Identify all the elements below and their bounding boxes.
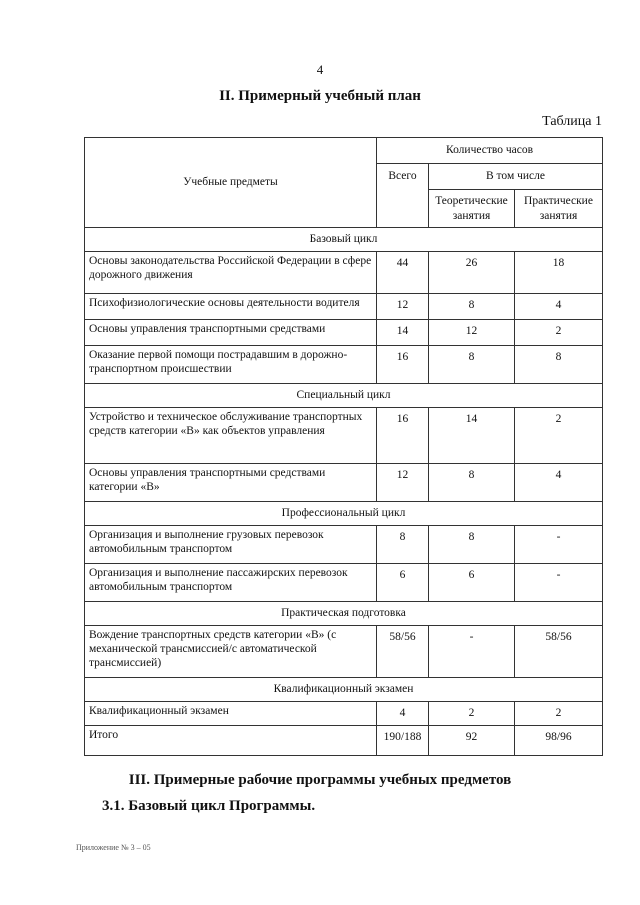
section-row — [85, 228, 603, 252]
total-hours: 12 — [377, 294, 429, 320]
total-hours: 16 — [377, 346, 429, 384]
table-header — [85, 138, 603, 228]
theory-header: Теоретические занятия — [429, 190, 515, 228]
subject-name: Оказание первой помощи пострадавшим в дорожно-транспортном происшествии — [85, 346, 377, 384]
section-row — [85, 502, 603, 526]
practice-header: Практические занятия — [515, 190, 603, 228]
subjects-header: Учебные предметы — [85, 138, 377, 228]
section-title-cell: Базовый цикл — [85, 228, 603, 252]
theory-hours: - — [429, 626, 515, 678]
section-title-cell: Специальный цикл — [85, 384, 603, 408]
total-row — [85, 726, 603, 756]
table-row — [85, 526, 603, 564]
table-body — [85, 228, 603, 756]
curriculum-table — [84, 137, 603, 756]
table-row — [85, 464, 603, 502]
section-title-cell: Практическая подготовка — [85, 602, 603, 626]
practice-hours: 2 — [515, 408, 603, 464]
section-3-title: III. Примерные рабочие программы учебных предметов — [128, 772, 512, 788]
table-row — [85, 320, 603, 346]
grand-practice-hours: 98/96 — [515, 726, 603, 756]
theory-hours: 8 — [429, 294, 515, 320]
total-hours: 14 — [377, 320, 429, 346]
practice-hours: 2 — [515, 702, 603, 726]
practice-hours: 8 — [515, 346, 603, 384]
subject-name: Психофизиологические основы деятельности водителя — [85, 294, 377, 320]
theory-hours: 8 — [429, 464, 515, 502]
total-hours: 8 — [377, 526, 429, 564]
page-number: 4 — [316, 62, 324, 77]
subject-name: Основы управления транспортными средствами — [85, 320, 377, 346]
practice-hours: 4 — [515, 294, 603, 320]
total-hours: 6 — [377, 564, 429, 602]
theory-hours: 14 — [429, 408, 515, 464]
subject-name: Устройство и техническое обслуживание транспортных средств категории «В» как объектов управления — [85, 408, 377, 464]
subject-name: Основы законодательства Российской Федерации в сфере дорожного движения — [85, 252, 377, 294]
table-row — [85, 294, 603, 320]
practice-hours: 58/56 — [515, 626, 603, 678]
theory-hours: 8 — [429, 526, 515, 564]
including-header: В том числе — [429, 164, 603, 190]
total-hours: 58/56 — [377, 626, 429, 678]
practice-hours: 2 — [515, 320, 603, 346]
section-title: II. Примерный учебный план — [219, 88, 421, 104]
subject-name: Квалификационный экзамен — [85, 702, 377, 726]
section-title-cell: Квалификационный экзамен — [85, 678, 603, 702]
practice-hours: 18 — [515, 252, 603, 294]
table-row — [85, 408, 603, 464]
practice-hours: 4 — [515, 464, 603, 502]
total-hours: 16 — [377, 408, 429, 464]
subsection-3-1-title: 3.1. Базовый цикл Программы. — [102, 798, 316, 814]
practice-hours: - — [515, 526, 603, 564]
table-row — [85, 346, 603, 384]
footer-note: Приложение № 3 – 05 — [76, 843, 151, 852]
section-title-cell: Профессиональный цикл — [85, 502, 603, 526]
total-header: Всего — [377, 164, 429, 228]
total-hours: 44 — [377, 252, 429, 294]
practice-hours: - — [515, 564, 603, 602]
subject-name: Основы управления транспортными средствами категории «В» — [85, 464, 377, 502]
grand-theory-hours: 92 — [429, 726, 515, 756]
total-label: Итого — [85, 726, 377, 756]
grand-total-hours: 190/188 — [377, 726, 429, 756]
total-hours: 4 — [377, 702, 429, 726]
table-row — [85, 564, 603, 602]
total-hours: 12 — [377, 464, 429, 502]
subject-name: Организация и выполнение грузовых перевозок автомобильным транспортом — [85, 526, 377, 564]
subject-name: Организация и выполнение пассажирских перевозок автомобильным транспортом — [85, 564, 377, 602]
theory-hours: 6 — [429, 564, 515, 602]
section-row — [85, 678, 603, 702]
table-row — [85, 252, 603, 294]
section-row — [85, 384, 603, 408]
theory-hours: 26 — [429, 252, 515, 294]
table-row — [85, 702, 603, 726]
table-row — [85, 626, 603, 678]
hours-header: Количество часов — [377, 138, 603, 164]
table-caption: Таблица 1 — [542, 114, 602, 129]
theory-hours: 2 — [429, 702, 515, 726]
subject-name: Вождение транспортных средств категории «В» (с механической трансмиссией/с автоматической трансмиссией) — [85, 626, 377, 678]
theory-hours: 12 — [429, 320, 515, 346]
section-row — [85, 602, 603, 626]
theory-hours: 8 — [429, 346, 515, 384]
